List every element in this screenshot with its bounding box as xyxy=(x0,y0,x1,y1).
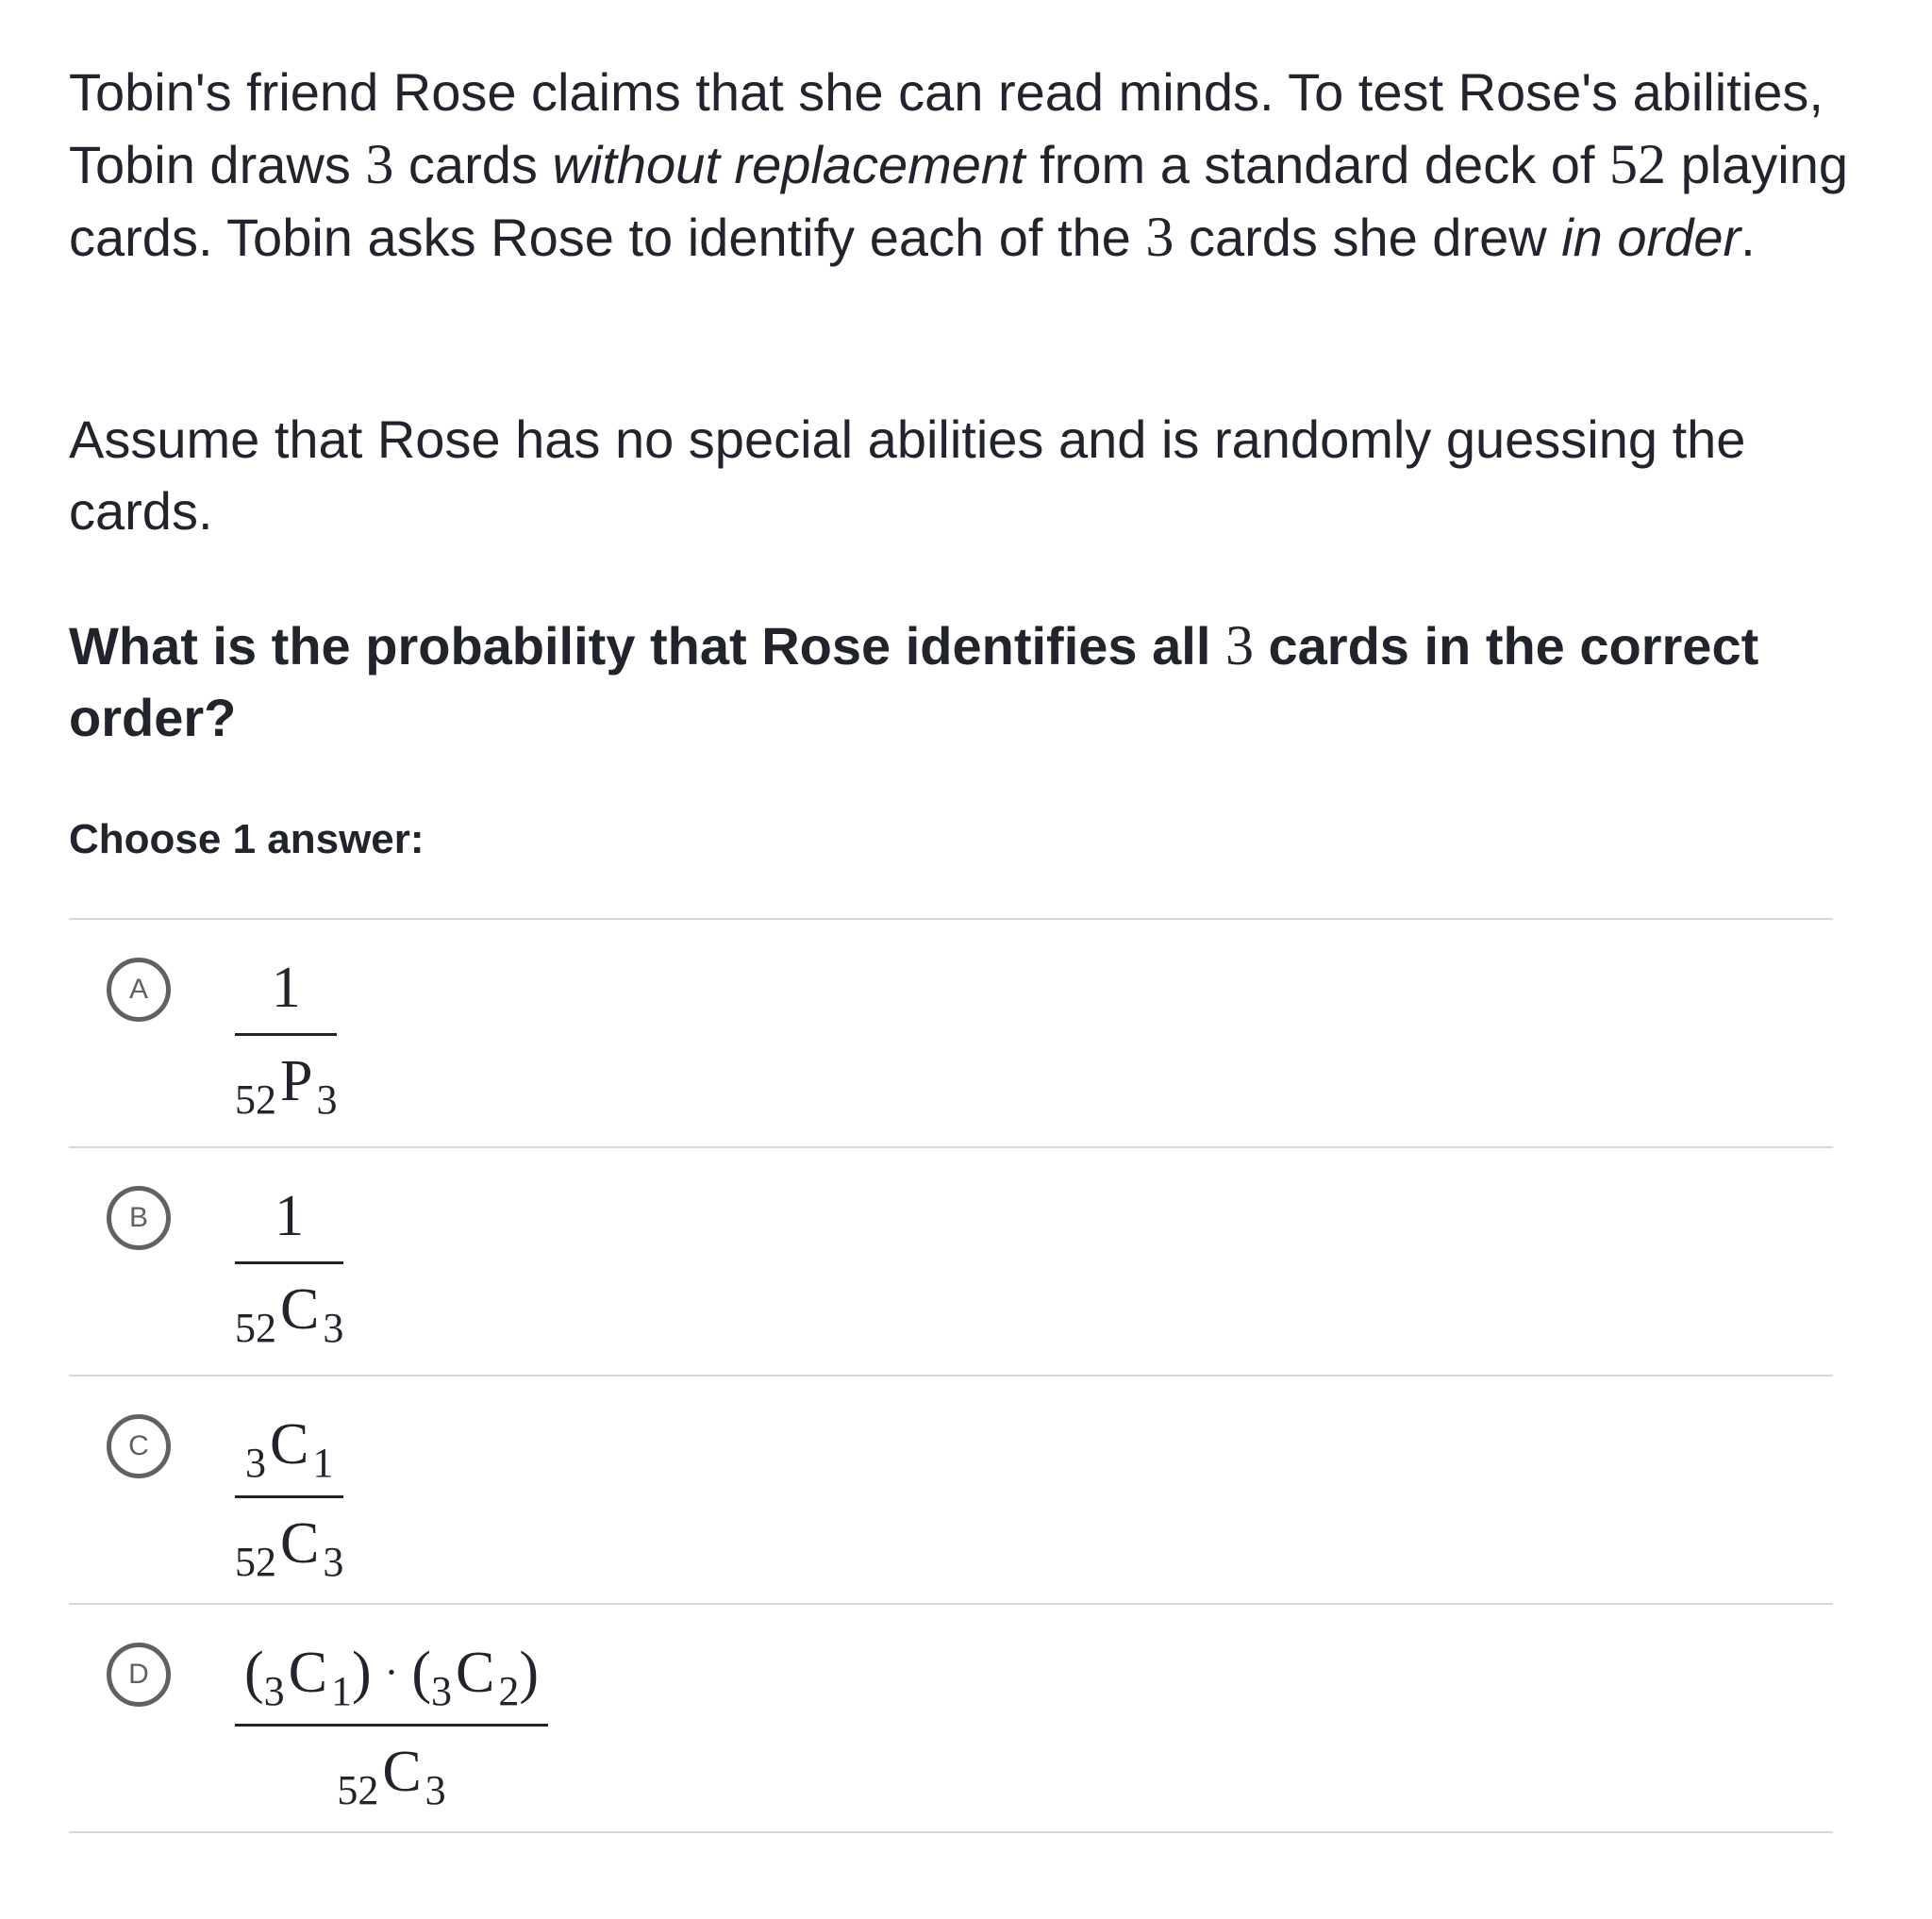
fraction-bar xyxy=(235,1261,343,1264)
problem-paragraph-2: Assume that Rose has no special abilities and is randomly guessing the cards. xyxy=(69,409,1746,541)
choice-a-fraction xyxy=(235,950,337,1125)
choice-c-radio[interactable]: C xyxy=(107,1414,171,1478)
choice-a-radio[interactable]: A xyxy=(107,958,171,1022)
choice-d-denominator: $_{52}C_3$ xyxy=(337,1740,446,1813)
answer-choices xyxy=(69,918,1833,1833)
choice-c-numerator: $_3C_1$ xyxy=(245,1412,334,1486)
fraction-bar xyxy=(235,1033,337,1036)
choice-d-fraction xyxy=(235,1635,548,1815)
choice-d-numerator: $(_3C_1) \cdot (_3C_2)$ xyxy=(244,1641,539,1714)
choice-b-denominator: $_{52}C_3$ xyxy=(235,1277,344,1351)
choice-b[interactable] xyxy=(69,1148,1833,1377)
problem-paragraph-1: Tobin's friend Rose claims that she can read minds. To test Rose's abilities, Tobin draws 3 cards without replacement from a standard deck of 52 playing cards. Tobin asks Rose to identify each of the 3 cards she drew in order. xyxy=(69,62,1849,268)
choice-d-radio[interactable]: D xyxy=(107,1643,171,1707)
choice-b-numerator: 1 xyxy=(275,1184,305,1248)
fraction-bar xyxy=(235,1724,548,1727)
choice-a-denominator: $_{52}P_3$ xyxy=(235,1049,338,1123)
choose-instruction: Choose 1 answer: xyxy=(69,816,425,862)
choice-c-denominator: $_{52}C_3$ xyxy=(235,1511,344,1585)
choice-b-fraction xyxy=(235,1178,343,1353)
choice-d[interactable] xyxy=(69,1605,1833,1833)
choice-a-numerator: 1 xyxy=(271,956,301,1020)
choice-b-radio[interactable]: B xyxy=(107,1186,171,1250)
choice-c[interactable] xyxy=(69,1377,1833,1605)
fraction-bar xyxy=(235,1495,343,1498)
choice-c-fraction xyxy=(235,1407,343,1587)
question-text: What is the probability that Rose identifies all 3 cards in the correct order? xyxy=(69,614,1759,747)
choice-a[interactable] xyxy=(69,920,1833,1148)
